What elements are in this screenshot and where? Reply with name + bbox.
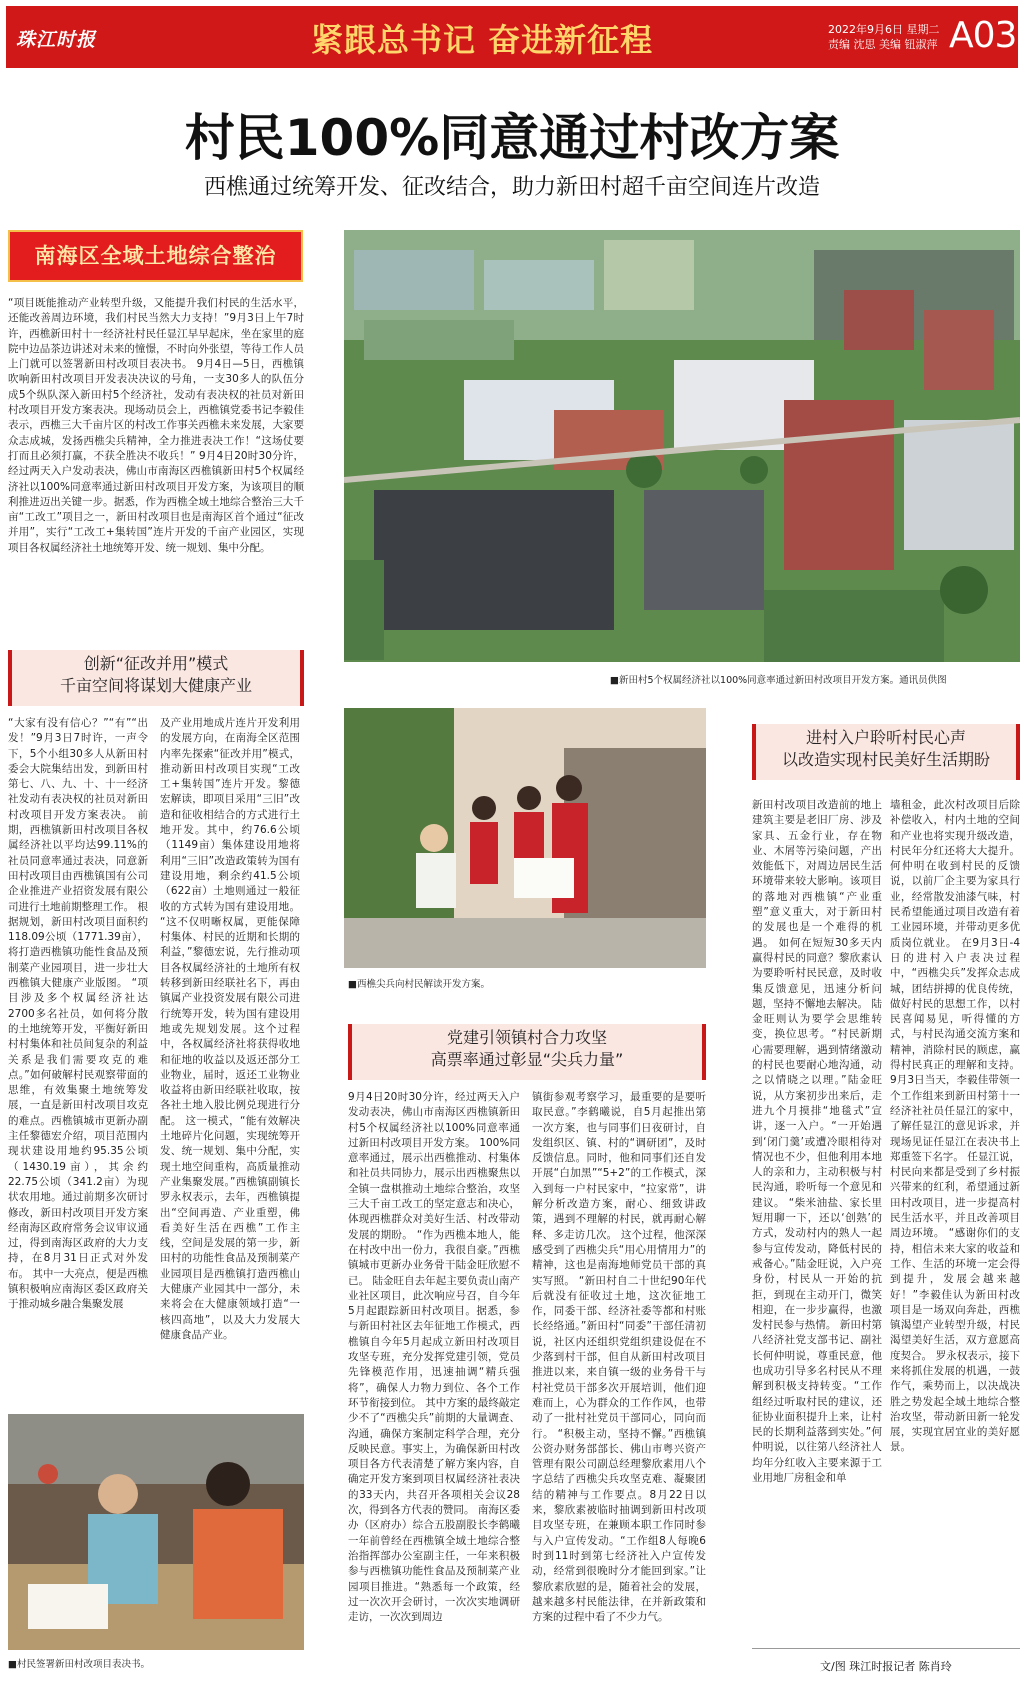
- newspaper-logo: 珠江时报: [16, 29, 97, 51]
- masthead-banner: [6, 6, 1018, 68]
- signing-photo: [8, 1414, 304, 1650]
- section1-title-line2: 千亩空间将谋划大健康产业: [59, 676, 252, 695]
- issue-date: 2022年9月6日 星期二: [828, 23, 940, 36]
- team-photo-illustration: [344, 708, 706, 968]
- section2-heading: [348, 1024, 706, 1080]
- team-photo-caption: ■西樵尖兵向村民解读开发方案。: [348, 979, 490, 990]
- signing-photo-illustration: [8, 1414, 304, 1650]
- aerial-photo-caption: ■新田村5个权属经济社以100%同意率通过新田村改项目开发方案。通讯员供图: [610, 675, 947, 686]
- section1-column-2: 及产业用地成片连片开发利用的发展方向，在南海全区范围内率先探索“征改并用”模式，推动新田村改项目实现“工改工+集转国”连片开发。黎德宏解读，即项目采用“三旧”改造和征收相结合的方式进行土地开发。其中，约76.6公顷（1149亩）集体建设用地将利用“三旧”改造政策转为国有建设用地，剩余约41.5公顷（622亩）土地则通过一般征收的方式转为国有建设用地。 “这不仅明晰权属，更能保障村集体、村民的近期和长期的利益，”黎德宏说，先行推动项目各权属经济社的土地所有权转移到新田经联社名下，再由镇属产业投资发展有限公司进行统筹开发，转为国有建设用地或先规划发展。这个过程中，各权属经济社将获得收地和征地的收益以及返还部分工业物业，届时，返还工业物业收益将由新田经联社收取，按各社土地入股比例兑现进行分配。 这一模式，“能有效解决土地碎片化问题，实现统筹开发、统一规划、集中分配，实现土地空间重构，高质量推动产业集聚发展。”西樵镇副镇长罗永权表示，去年，西樵镇提出“空间再造、产业重塑，佛看美好生活在西樵”工作主线，空间是发展的第一步，新田村的功能性食品及预制菜产业园项目是西樵镇打造西樵山大健康产业园其中一部分，未来将会在大健康领域打造“一核四高地”，以及大力发展大健康食品产业。: [160, 717, 300, 1341]
- section1-title-line1: 创新“征改并用”模式: [83, 654, 229, 673]
- page-number: A03: [949, 15, 1017, 56]
- masthead-slogan: 紧跟总书记 奋进新征程: [311, 21, 654, 59]
- byline-divider: [752, 1648, 1020, 1649]
- article-headline: 村民100%同意通过村改方案: [184, 109, 840, 167]
- section3-column-2: 墙租金，此次村改项目后除补偿收入，村内土地的空间和产业也将实现升级改造，村民年分红还将大大提升。 何仲明在收到村民的反馈说，以前厂企主要为家具行业，经常散发油漆气味，村民希望能通过项目改造有着工业园环境，并带动更多优质岗位就业。 在9月3日-4日的进村入户表决过程中，“西樵尖兵”发挥众志成城，团结拼搏的优良传统，做好村民的思想工作，以村民喜闻易见，听得懂的方式，与村民沟通交流方案和精神，消除村民的顾虑，赢得村民真正的理解和支持。 9月3日当天，李毅佳带领一个工作组来到新田村第十一经济社社员任显江的家中，了解任显江的意见诉求，并现场见证任显江在表决书上郑重签下名字。 任显江说，村民向来都是受到了乡村振兴带来的红利，希望通过新田村改项目，进一步提高村民生活水平，并且改善项目周边环境。 “感谢你们的支持，相信未来大家的收益和工作、生活的环境一定会得到提升，发展会越来越好！”李毅佳认为新田村改项目是一场双向奔赴，西樵镇渴望产业转型升级，村民渴望美好生活，双方意愿高度契合。 罗永权表示，接下来将抓住发展的机遇，一鼓作气，乘势而上，以决战决胜之势发起全域土地综合整治攻坚，带动新田新一轮发展，实现宜居宜业的美好愿景。: [890, 799, 1020, 1454]
- section1-column-1: “大家有没有信心？”“有”“出发！”9月3日7时许，一声令下，5个小组30多人从新田村委会大院集结出发，到新田村第七、八、九、十、十一经济社发动有表决权的社员对新田村改项目开发方案表决。 前期，西樵镇新田村改项目各权属经济社以平均达99.11%的社员同意率通过表决，同意新田村改项目由西樵镇国有公司企业推进产业招资发展有限公司进行土地前期整理工作。 根据规划，新田村改项目面积约118.09公顷（1771.39亩），将打造西樵镇功能性食品及预制菜产业园项目，进一步壮大西樵镇大健康产业版图。 “项目涉及多个权属经济社达2700多名社员，如何将分散的土地统筹开发，平衡好新田村村集体和社员间复杂的利益关系是我们需要攻克的难点。”如何破解村民观察带面的思维，有效集聚土地统筹发展，一直是新田村改项目攻克的难点。西樵镇城市更新办副主任黎德宏介绍，项目范围内现状建设用地约95.35公顷（1430.19亩），其余约22.75公顷（341.2亩）为现状农用地。通过前期多次研讨修改，新田村改项目开发方案经南海区政府常务会议审议通过，得到南海区政府的大力支持，在8月31日正式对外发布。 其中一大亮点，便是西樵镇积极响应南海区委区政府关于推动城乡融合集聚发展: [8, 717, 148, 1311]
- section3-title-line2: 以改造实现村民美好生活期盼: [781, 750, 990, 769]
- section2-title-line2: 高票率通过彰显“尖兵力量”: [430, 1050, 624, 1069]
- section3-column-1: 新田村改项目改造前的地上建筑主要是老旧厂房、涉及家具、五金行业，存在物业、木屑等污染问题，产出效能低下，对周边居民生活环境带来较大影响。该项目的落地对西樵镇“产业重塑”意义重大，对于新田村的发展也是一个难得的机遇。 如何在短短30多天内赢得村民的同意？黎欣素认为要聆听村民民意，及时收集反馈意见，迅速分析问题，坚持不懈地去解决。 陆金旺则认为要学会思维转变，换位思考。“村民新期心需要理解，遇到情绪激动的村民也要耐心地沟通，动之以情晓之以理。”陆金旺说，从方案初步出来后，走进九个月摸排“地毯式”宣讲，逐一入户。“一开始遇到‘闭门羹’或遭冷眼相待对情况也不少，但他利用本地人的亲和力，主动积极与村民沟通，聆听每一个意见和建议。 “柴米油盐、家长里短用聊一下，还以‘创熟’的方式，发动村内的熟人一起参与宣传发动，降低村民的戒备心。”陆金旺说，入户亮身份，村民从一开始的抗拒，到现在主动开门，微笑相迎，在一步步赢得，也激发村民参与热情。 新田村第八经济社党支部书记、副社长何仲明说，尊重民意，他也成功引导多名村民从不理解到积极支持转变。“工作组经过听取村民的建议，还征协业面积提升上来，让村民的长期利益落到实处。”何仲明说，以往第八经济社人均年分红收入主要来源于工业用地厂房租金和单: [752, 799, 882, 1485]
- lead-paragraphs: “项目既能推动产业转型升级，又能提升我们村民的生活水平，还能改善周边环境，我们村民当然大力支持！”9月3日上午7时许，西樵新田村十一经济社村民任显江早早起床，坐在家里的庭院中边品茶边讲述对未来的憧憬，不时向外张望，等待工作人员上门就可以签署新田村改项目表决书。 9月4日—5日，西樵镇吹响新田村改项目开发表决决议的号角，一支30多人的队伍分成5个纵队深入新田村5个经济社，发动有表决权的社员对新田村改项目开发方案表决。现场动员会上，西樵镇党委书记李毅佳表示，西樵三大千亩片区的村改工作事关西樵未来发展，大家要众志成城，发扬西樵尖兵精神，全力推进表决工作！“这场仗要打而且必须打赢，不获全胜决不收兵！” 9月4日20时30分许，经过两天入户发动表决，佛山市南海区西樵镇新田村5个权属经济社以100%同意率通过新田村改项目开发方案，为该项目的顺利推进迈出关键一步。据悉，作为西樵全域土地综合整治三大千亩“工改工”项目之一，新田村改项目也是南海区首个通过“征改并用”，实行“工改工+集转国”连片开发的千亩产业园区，实现项目各权属经济社土地统筹开发、统一规划、集中分配。: [8, 297, 304, 554]
- section3-heading: [752, 724, 1020, 780]
- column-kicker-box: [8, 230, 303, 282]
- signing-photo-caption: ■村民签署新田村改项目表决书。: [8, 1659, 150, 1670]
- team-photo: [344, 708, 706, 968]
- column-kicker-label: 南海区全域土地综合整治: [34, 243, 277, 268]
- editor-credits: 责编 沈思 美编 钮淑萍: [828, 38, 938, 51]
- section2-column-1: 9月4日20时30分许，经过两天入户发动表决，佛山市南海区西樵镇新田村5个权属经济社以100%同意率通过新田村改项目开发方案。 100%同意率通过，展示出西樵推动、村集体和社员共同协力，展示出西樵聚焦以全镇一盘棋推动土地综合整治，攻坚三大千亩工改工的坚定意志和决心，体现西樵群众对美好生活、村改带动发展的期盼。 “作为西樵本地人，能在村改中出一份力，我很自豪。”西樵镇城市更新办业务骨干陆金旺欣慰不已。 陆金旺自去年起主要负责山南产业社区项目，此次响应号召，自今年5月起跟踪新田村改项目。据悉，参与新田村社区去年征地工作模式，西樵镇自今年5月起成立新田村改项目攻坚专班，充分发挥党建引领，党员先锋模范作用，迅速抽调“精兵强将”，确保人力物力到位、各个工作环节衔接到位。 其中方案的最终敲定少不了“西樵尖兵”前期的大量调查、沟通，确保方案制定科学合理，充分反映民意。事实上，为确保新田村改项目各方代表清楚了解方案内容，自确定开发方案到项目权属经济社表决的33天内，共召开各项相关会议28次，得到各方代表的赞同。 南海区委办（区府办）综合五股副股长李鹤曦一年前曾经在西樵镇全域土地综合整治指挥部办公室副主任，一年来积极参与西樵镇功能性食品及预制菜产业园项目推进。“熟悉每一个政策，经过一次次开会研讨，一次次实地调研走访，一次次到周边: [348, 1091, 520, 1624]
- masthead-dateline: [828, 22, 940, 52]
- article-subheadline: 西樵通过统筹开发、征改结合，助力新田村超千亩空间连片改造: [203, 175, 820, 200]
- section1-heading: [8, 650, 304, 706]
- section2-title-line1: 党建引领镇村合力攻坚: [446, 1028, 607, 1047]
- section2-column-2: 镇街参观考察学习，最重要的是要听取民意。”李鹤曦说，自5月起推出第一次方案，也与同事们日夜研讨，自发组织区、镇、村的“调研团”，及时反馈信息。同时，他和同事们还自发开展“白加黑”“5+2”的工作模式，深入到每一户村民家中，“拉家常”，讲解分析改造方案，耐心、细致讲政策，遇到不理解的村民，就再耐心解释、多走访几次。 这个过程，他深深感受到了西樵尖兵“用心用情用力”的精神，这也是南海地师党员干部的真实写照。 “新田村自二十世纪90年代后就没有征收过土地，这次征地工作，同委干部、经济社委等都和村账长经络通。”新田村“同委”干部任清初说，社区内还组织党组织建设促在不少落到村干部，但自从新田村改项目推进以来，来自镇一级的业务骨干与村社党员干部多次开展培训，他们迎难而上，心为群众的工作作风，也带动了一批村社党员干部同心，同向而行。 “积极主动，坚持不懈。”西樵镇公资办财务部部长、佛山市粤兴资产管理有限公司副总经理黎欣素用八个字总结了西樵尖兵攻坚克难、凝聚团结的精神与工作要点。8月22日以来，黎欣素被临时抽调到新田村改项目攻坚专班，在兼顾本职工作同时参与入户宣传发动。“工作组8人每晚6时到11时到第七经济社入户宣传发动，经常到很晚时分才能回到家。”让黎欣素欣慰的是，随着社会的发展，越来越多村民能法律，在并新政策和方案的过程中看了不少力气。: [532, 1091, 706, 1624]
- section3-title-line1: 进村入户聆听村民心声: [805, 728, 966, 747]
- article-byline: 文/图 珠江时报记者 陈肖玲: [820, 1660, 952, 1673]
- aerial-photo-illustration: [344, 230, 1020, 662]
- aerial-photo: [344, 230, 1020, 662]
